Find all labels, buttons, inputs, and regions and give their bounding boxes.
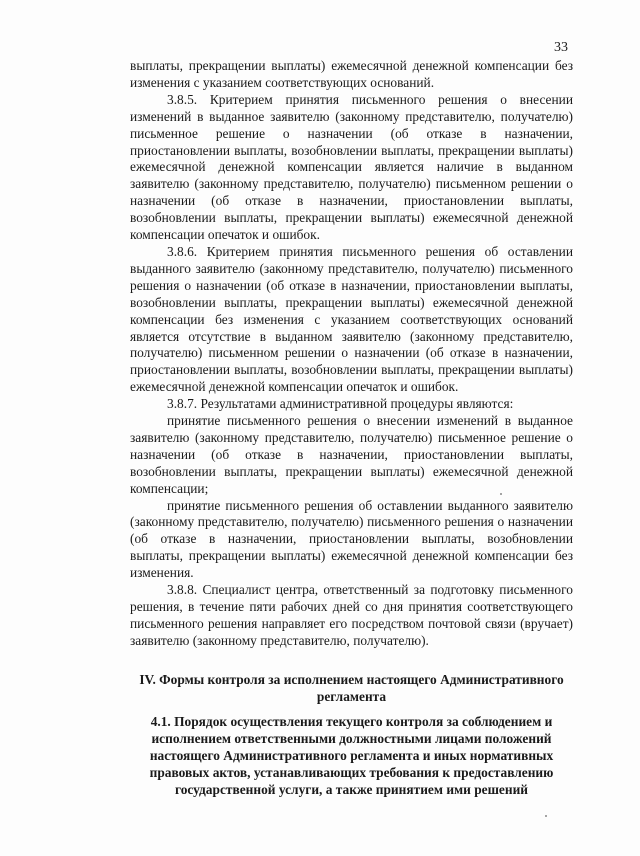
paragraph-continuation: выплаты, прекращении выплаты) ежемесячной денежной компенсации без изменения с указанием соответствующих оснований. xyxy=(130,58,573,90)
paragraph-3-8-6: 3.8.6. Критерием принятия письменного решения об оставлении выданного заявителю (законному представителю, получателю) письменного решения о назначении (об отказе в назначении, приостановлении выплаты, возобновлении выплаты, прекращении выплаты) ежемесячной денежной компенсации без изменения с указанием соответствующих оснований является отсутствие в выданном заявителю (законному представителю, получателю) письменном решении о назначении (об отказе в назначении, приостановлении выплаты, возобновлении выплаты, прекращении выплаты) ежемесячной денежной компенсации опечаток и ошибок. xyxy=(130,243,573,395)
paragraph-3-8-8: 3.8.8. Специалист центра, ответственный за подготовку письменного решения, в течение пяти рабочих дней со дня принятия соответствующего письменного решения направляет его посредством почтовой связи (вручает) заявителю (законному представителю, получателю). xyxy=(130,582,573,648)
body-text xyxy=(130,58,573,650)
scan-speck xyxy=(500,493,502,495)
scan-speck xyxy=(545,815,547,817)
paragraph-result-1: принятие письменного решения о внесении изменений в выданное заявителю (законному представителю, получателю) письменное решение о назначении (об отказе в назначении, приостановлении выплаты, возобновлении выплаты, прекращении выплаты) ежемесячной денежной компенсации; xyxy=(130,413,573,496)
paragraph-result-2: принятие письменного решения об оставлении выданного заявителю (законному представителю, получателю) письменного решения о назначении (об отказе в назначении, приостановлении выплаты, возобновлении выплаты, прекращении выплаты) ежемесячной денежной компенсации без изменения. xyxy=(130,497,573,581)
section-heading: IV. Формы контроля за исполнением настоящего Административного регламента xyxy=(139,672,564,704)
subsection-heading: 4.1. Порядок осуществления текущего контроля за соблюдением и исполнением ответственными должностными лицами положений настоящего Административного регламента и иных нормативных правовых актов, устанавливающих требования к предоставлению государственной услуги, а также принятием ими решений xyxy=(149,714,554,797)
paragraph-3-8-7: 3.8.7. Результатами административной процедуры являются: xyxy=(167,396,514,412)
paragraph-3-8-5: 3.8.5. Критерием принятия письменного решения о внесении изменений в выданное заявителю (законному представителю, получателю) письменное решение о назначении (об отказе в назначении, приостановлении выплаты, возобновлении выплаты, прекращении выплаты) ежемесячной денежной компенсации является наличие в выданном заявителю (законному представителю, получателю) письменном решении о назначении (об отказе в назначении, приостановлении выплаты, возобновлении выплаты, прекращении выплаты) ежемесячной денежной компенсации опечаток и ошибок. xyxy=(130,91,573,243)
page-number: 33 xyxy=(554,40,568,55)
